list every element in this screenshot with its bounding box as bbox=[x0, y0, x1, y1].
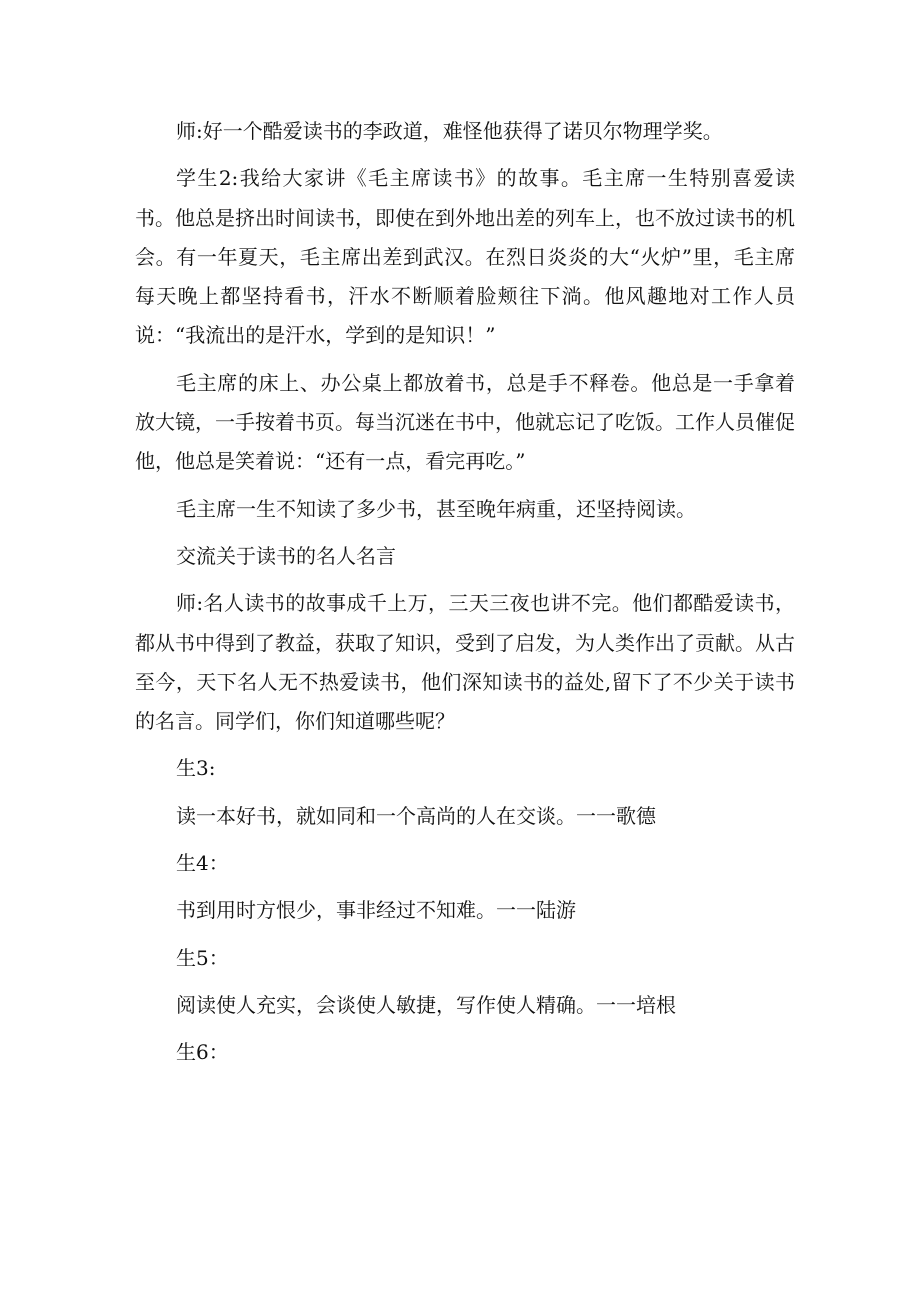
quote-bacon: 阅读使人充实，会谈使人敏捷，写作使人精确。一一培根 bbox=[176, 992, 676, 1017]
paragraph-desk-books: 毛主席的床上、办公桌上都放着书，总是手不释卷。他总是一手拿着放大镜，一手按着书页。每当沉迷在书中，他就忘记了吃饭。工作人员催促他，他总是笑着说：“还有一点，看完再吃。” bbox=[135, 370, 795, 474]
paragraph-teacher-remark: 师:好一个酷爱读书的李政道，难怪他获得了诺贝尔物理学奖。 bbox=[176, 119, 723, 143]
quote-goethe: 读一本好书，就如同和一个高尚的人在交谈。一一歌德 bbox=[176, 803, 656, 828]
speaker-student5: 生5： bbox=[176, 945, 229, 970]
paragraph-teacher-intro: 师:名人读书的故事成千上万，三天三夜也讲不完。他们都酷爱读书，都从书中得到了教益，获取了知识，受到了启发，为人类作出了贡献。从古至今，天下名人无不热爱读书，他们深知读书的益处,留下了不少关于读书的名言。同学们，你们知道哪些呢？ bbox=[135, 591, 795, 734]
speaker-student3: 生3: bbox=[176, 756, 216, 781]
speaker-student4: 生4： bbox=[176, 851, 229, 876]
quote-luyou: 书到用时方恨少，事非经过不知难。一一陆游 bbox=[176, 898, 576, 923]
paragraph-lifelong-reading: 毛主席一生不知读了多少书，甚至晚年病重，还坚持阅读。 bbox=[176, 496, 696, 521]
paragraph-student2-story: 学生2:我给大家讲《毛主席读书》的故事。毛主席一生特别喜爱读书。他总是挤出时间读书，即使在到外地出差的列车上，也不放过读书的机会。有一年夏天，毛主席出差到武汉。在烈日炎炎的大“火炉”里，毛主席每天晚上都坚持看书，汗水不断顺着脸颊往下淌。他风趣地对工作人员说：“我流出的是汗水，学到的是知识！” bbox=[135, 166, 795, 348]
section-heading-quotes: 交流关于读书的名人名言 bbox=[176, 543, 396, 568]
document-body bbox=[135, 112, 795, 1073]
speaker-student6: 生6： bbox=[176, 1040, 229, 1065]
